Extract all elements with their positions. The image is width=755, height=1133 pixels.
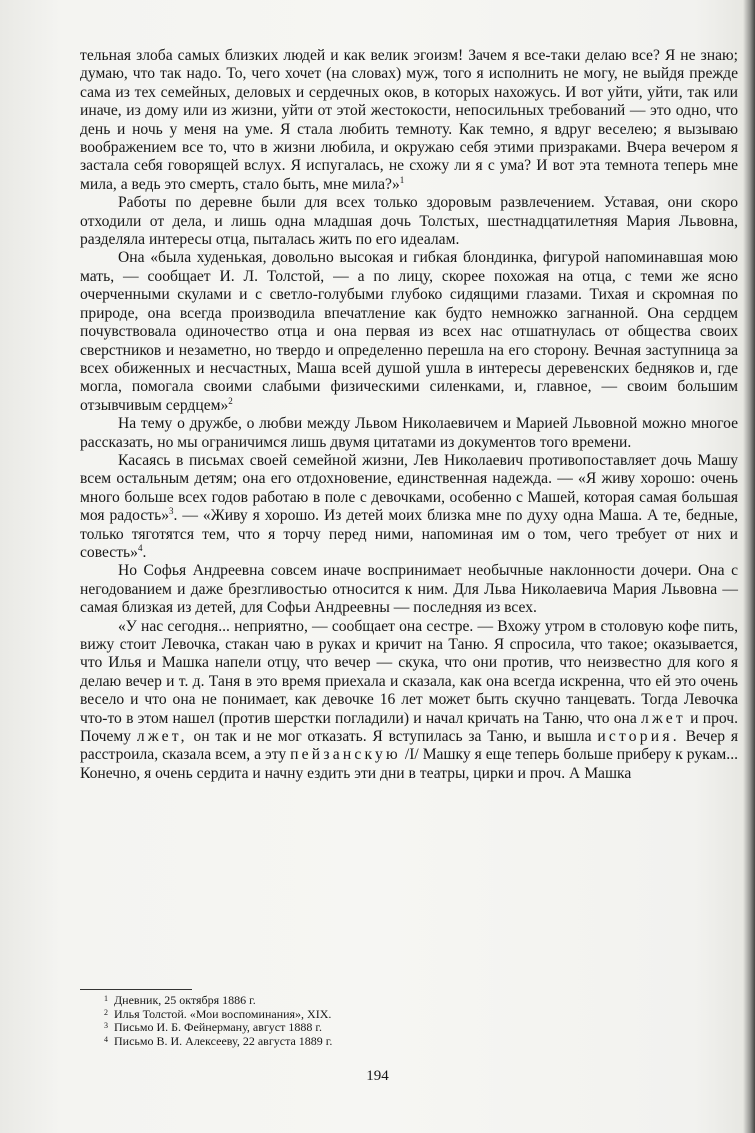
footnote-divider <box>80 989 192 990</box>
paragraph-7: «У нас сегодня... неприятно, — сообщает она сестре. — Вхожу утром в столовую кофе пить, вижу стоит Левочка, стакан чаю в руках и кричит на Таню. Я спросила, что такое; оказывается, что Илья и Машка напели отцу, что вечер — скука, что они против, что неизвестно для кого я делаю вечер и т. д. Таня в это время приехала и сказала, как она всегда искренна, что ей это очень весело и что она не понимает, как девочке 16 лет может быть скучно танцевать. Тогда Левочка что-то в этом нашел (против шерстки погладили) и начал кричать на Таню, что она лжет и проч. Почему лжет, он так и не мог отказать. Я вступилась за Таню, и вышла история. Вечер я расстроила, сказала всем, а эту пейзанскую /I/ Машку я еще теперь больше приберу к рукам... Конечно, я очень сердита и начну ездить эти дни в театры, цирки и проч. А Машка <box>80 617 739 782</box>
footnote-1: $^1$ Дневник, 25 октября 1886 г. <box>104 993 256 1007</box>
paragraph-2: Работы по деревне были для всех только здоровым развлечением. Уставая, они скоро отходили от дела, и лишь одна младшая дочь Толстых, шестнадцатилетняя Мария Львовна, разделяла интересы отца, пыталась жить по его идеалам. <box>80 194 738 249</box>
footnote-ref-3: 3 <box>169 506 174 517</box>
footnote-2: $^2$ Илья Толстой. «Мои воспоминания», XIX. <box>104 1006 332 1021</box>
paragraph-3: Она «была худенькая, довольно высокая и гибкая блондинка, фигурой напоминавшая мою мать, — сообщает И. Л. Толстой, — а по лицу, скорее похожая на отца, с теми же ясно очерченными скулами и с светло-голубыми глубоко сидящими глазами. Тихая и скромная по природе, она всегда производила впечатление как будто немножко загнанной. Она сердцем почувствовала одиночество отца и она первая из всех нас отшатнулась от общества своих сверстников и незаметно, но твердо и определенно перешла на его сторону. Вечная заступница за всех обиженных и несчастных, Маша всей душой ушла в интересы деревенских бедняков и, где могла, помогала своими слабыми физическими силенками, и, главное, — своим большим отзывчивым сердцем»$^2$ <box>80 249 738 414</box>
footnotes <box>80 994 680 1048</box>
footnote-ref-4: 4 <box>137 542 143 553</box>
paragraph-6: Но Софья Андреевна совсем иначе воспринимает необычные наклонности дочери. Она с негодованием и даже брезгливостью относится к ним. Для Льва Николаевича Мария Львовна — самая близкая из детей, для Софьи Андреевны — последняя из всех. <box>80 562 738 617</box>
spaced-word-1: лжет <box>641 709 686 727</box>
footnote-4: $^4$ Письмо В. И. Алексееву, 22 августа 1889 г. <box>104 1033 333 1048</box>
page-spine-shadow <box>743 0 755 1133</box>
footnote-ref-2: 2 <box>228 395 233 406</box>
spaced-word-4: пейзанскую <box>290 746 401 764</box>
paragraph-5: Касаясь в письмах своей семейной жизни, Лев Николаевич противопоставляет дочь Машу всем остальным детям; она его отдохновение, единственная надежда. — «Я живу хорошо: очень много больше всех годов работаю в поле с девочками, особенно с Машей, которая самая большая моя радость»$^3$. — «Живу я хорошо. Из детей моих близка мне по духу одна Маша. А те, бедные, только тяготятся тем, что я торчу перед ними, напоминая им о том, чего требует от них и совесть»$^4$. <box>80 451 739 561</box>
footnote-3: $^3$ Письмо И. Б. Фейнерману, август 1888 г. <box>104 1020 322 1035</box>
page-number: 194 <box>366 1068 389 1084</box>
footnote-ref-1: 1 <box>399 174 405 185</box>
spaced-word-3: история. <box>597 728 680 746</box>
body-text <box>80 47 738 783</box>
spaced-word-2: лжет, <box>136 728 188 746</box>
paragraph-1: тельная злоба самых близких людей и как велик эгоизм! Зачем я все-таки делаю все? Я не знаю; думаю, что так надо. То, чего хочет (на словах) муж, того я исполнить не могу, не выйдя прежде сама из тех семейных, деловых и сердечных оков, в которых нахожусь. И вот уйти, уйти, так или иначе, из дому или из жизни, уйти от этой жестокости, непосильных требований — это одно, что день и ночь у меня на уме. Я стала любить темноту. Как темно, я вдруг веселею; я вызываю воображением все то, что в жизни любила, и окружаю себя этими призраками. Вчера вечером я застала себя говорящей вслух. Я испугалась, не схожу ли я с ума? И вот эта темнота теперь мне мила, а ведь это смерть, стало быть, мне мила?»$^1$ <box>80 47 738 193</box>
paragraph-4: На тему о дружбе, о любви между Львом Николаевичем и Марией Львовной можно многое рассказать, но мы ограничимся лишь двумя цитатами из документов того времени. <box>80 415 738 451</box>
